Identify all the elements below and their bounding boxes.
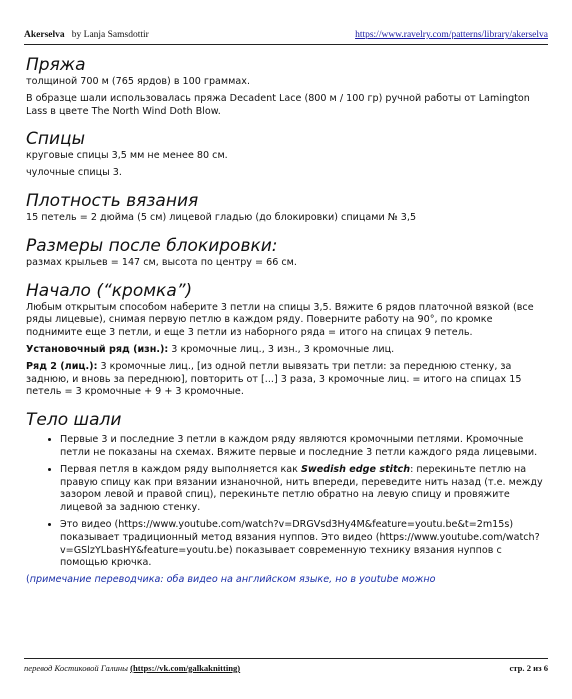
needles-dpn: чулочные спицы 3. <box>26 167 122 179</box>
swedish-edge-stitch-term: Swedish edge stitch <box>300 463 411 475</box>
note-paren: ( <box>26 574 30 586</box>
body-bullet-list <box>26 434 546 570</box>
section-title-gauge: Плотность вязания <box>26 190 199 211</box>
list-item <box>60 464 546 515</box>
translator-credit: перевод Костиковой Галины <box>24 663 131 673</box>
list-item: • Первые 3 и последние 3 петли в каждом ряду являются кромочными петлями. Кромочные петли не показаны на схемах. Вяжите первые и последние 3 петли каждого ряда лицевыми. <box>60 434 546 460</box>
note-text: примечание переводчика: оба видео на английском языке, но в youtube можно <box>29 574 436 586</box>
section-title-body: Тело шали <box>26 410 122 431</box>
section-title-start: Начало (“кромка”) <box>26 280 193 301</box>
translator-note <box>26 574 546 587</box>
list-item-text: : перекиньте петлю на правую спицу как при вязании изнаночной, нить впереди, переведите нить назад (т.е. между зазором левой и правой спиц), перекиньте петлю обратно на левую спицу и провяжите лицевой за заднюю стенку. <box>60 463 543 514</box>
list-item: • Это видео (https://www.youtube.com/watch?v=DRGVsd3Hy4M&feature=youtu.be&t=2m15s) показывает традиционный метод вязания нуппов. Это видео (https://www.youtube.com/watch?v=GSlzYLbasHY&feature=youtu.be) показывает современную технику вязания нуппов с помощью крючка. <box>60 519 546 570</box>
row-2-text: 3 кромочные лиц., [из одной петли вывязать три петли: за переднюю стенку, за заднюю, и вновь за переднюю], повторить от [...] 3 раза, 3 кромочные лиц. = итого на спицах 15 петель = 3 кромочные + 9 + 3 кромочные. <box>26 360 522 398</box>
start-instructions: Любым открытым способом наберите 3 петли на спицы 3,5. Вяжите 6 рядов платочной вязкой (все ряды лицевые), снимая первую петлю в каждом ряду. Поверните работу на 90°, по кромке поднимите еще 3 петли, и еще 3 петли из наборного ряда = итого на спицах 9 петель. <box>26 301 534 339</box>
section-title-yarn: Пряжа <box>26 55 86 75</box>
section-title-needles: Спицы <box>26 129 86 150</box>
pattern-author: by Lanja Samsdottir <box>71 30 149 40</box>
pattern-name: Akerselva <box>24 30 65 40</box>
yarn-weight: толщиной 700 м (765 ярдов) в 100 граммах. <box>26 76 251 87</box>
row-2 <box>26 361 546 399</box>
row-2-label: Ряд 2 (лиц.): <box>26 360 98 372</box>
setup-row-text: 3 кромочные лиц., 3 изн., 3 кромочные лиц. <box>168 343 395 355</box>
header-title <box>24 30 149 40</box>
gauge-text: 15 петель = 2 дюйма (5 см) лицевой гладью (до блокировки) спицами № 3,5 <box>26 211 417 223</box>
sizes-text: размах крыльев = 147 см, высота по центру = 66 см. <box>26 256 297 268</box>
footer-divider <box>24 658 548 659</box>
setup-row <box>26 344 546 357</box>
footer-credit <box>24 663 240 673</box>
main-content <box>26 54 546 587</box>
translator-link[interactable]: (https://vk.com/galkaknitting) <box>130 663 241 673</box>
setup-row-label: Установочный ряд (изн.): <box>26 343 169 355</box>
page-number: стр. 2 из 6 <box>509 663 548 673</box>
yarn-sample: В образце шали использовалась пряжа Decadent Lace (800 м / 100 гр) ручной работы от Lamington Lass в цвете The North Wind Doth Blow. <box>26 92 530 117</box>
needles-circular: круговые спицы 3,5 мм не менее 80 см. <box>26 150 228 162</box>
page-footer <box>24 663 548 677</box>
header-divider <box>24 44 548 45</box>
list-item-text: Первая петля в каждом ряду выполняется как <box>60 463 301 475</box>
pattern-url-link[interactable]: https://www.ravelry.com/patterns/library/akerselva <box>355 30 548 40</box>
section-title-sizes: Размеры после блокировки: <box>26 235 278 256</box>
